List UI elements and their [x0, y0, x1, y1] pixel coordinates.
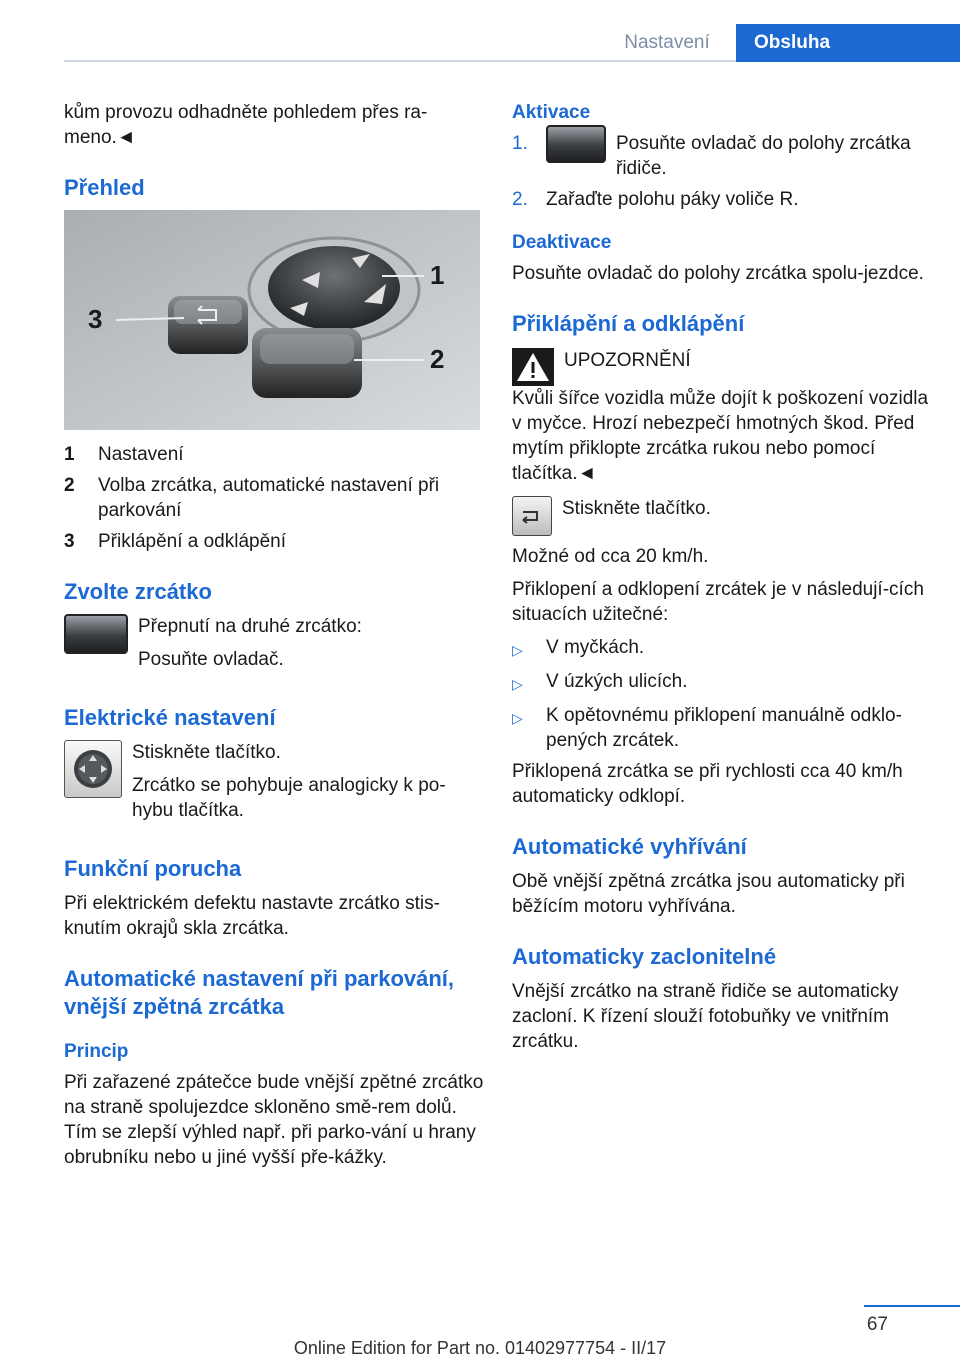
elektricke-text-2: Zrcátko se pohybuje analogicky k po-hybu tlačítka. [132, 775, 446, 821]
tab-obsluha[interactable]: Obsluha [736, 24, 960, 62]
page-number: 67 [866, 1314, 888, 1335]
warning-block [512, 348, 932, 386]
warning-triangle-icon [512, 348, 554, 386]
legend-list [64, 442, 484, 554]
legend-item: 3 Přiklápění a odklápění [64, 531, 287, 552]
list-item: ▷ V úzkých ulicích. [512, 669, 932, 697]
left-column [64, 100, 484, 1178]
bullet-triangle-icon: ▷ [512, 676, 523, 692]
situations-intro: Přiklopení a odklopení zrcátek je v následují-cích situacích užitečné: [512, 579, 924, 625]
bullet-triangle-icon: ▷ [512, 710, 523, 726]
list-item: ▷ K opětovnému přiklopení manuálně odklo-pených zrcátek. [512, 705, 902, 751]
mirror-control-photo [64, 210, 480, 430]
elektricke-row [64, 740, 484, 831]
heading-princip: Princip [64, 1041, 129, 1062]
zvolte-row [64, 614, 484, 680]
right-column [512, 100, 932, 1062]
bullet-triangle-icon: ▷ [512, 642, 523, 658]
fold-speed-text: Přiklopená zrcátka se při rychlosti cca 40 km/h automaticky odklopí. [512, 761, 903, 807]
heading-prehled: Přehled [64, 175, 145, 200]
heading-zaclon: Automaticky zaclonitelné [512, 944, 777, 969]
callout-2: 2 [430, 344, 445, 374]
elektricke-text-1: Stiskněte tlačítko. [132, 742, 281, 763]
warning-text: Kvůli šířce vozidla může dojít k poškození vozidla v myčce. Hrozí nebezpečí hmotných škod. Před mytím přiklopte zrcátka rukou nebo pomocí tlačítka.◄ [512, 388, 929, 484]
mirror-select-button-icon [64, 614, 128, 654]
heading-vyhrivani: Automatické vyhřívání [512, 834, 747, 859]
speed-text: Možné od cca 20 km/h. [512, 546, 709, 567]
porucha-text: Při elektrickém defektu nastavte zrcátko stis-knutím okrajů skla zrcátka. [64, 893, 440, 939]
footer-rule [864, 1305, 960, 1307]
aktivace-step: 2. Zařaďte polohu páky voliče R. [512, 189, 799, 210]
heading-auto-parking: Automatické nastavení při parkování, vnější zpětná zrcátka [64, 966, 455, 1019]
mirror-select-button-icon [546, 125, 606, 163]
zaclon-text: Vnější zrcátko na straně řidiče se automaticky zacloní. K řízení slouží fotobuňky ve vnitřním zrcátku. [512, 981, 899, 1052]
edition-text: Online Edition for Part no. 01402977754 - II/17 [293, 1338, 667, 1358]
press-text: Stiskněte tlačítko. [562, 498, 711, 519]
press-row [512, 496, 932, 536]
heading-zvolte: Zvolte zrcátko [64, 579, 212, 604]
warning-title: UPOZORNĚNÍ [564, 350, 691, 371]
mirror-fold-button-icon [512, 496, 552, 536]
heading-priklapeni: Přiklápění a odklápění [512, 311, 745, 336]
zvolte-text-1: Přepnutí na druhé zrcátko: [138, 616, 362, 637]
situations-list [512, 635, 932, 753]
legend-item: 2 Volba zrcátka, automatické nastavení při parkování [64, 475, 440, 521]
vyhrivani-text: Obě vnější zpětná zrcátka jsou automaticky při běžícím motoru vyhřívána. [512, 871, 905, 917]
direction-pad-icon [64, 740, 122, 798]
intro-text: kům provozu odhadněte pohledem přes ra-meno.◄ [64, 102, 428, 148]
list-item: ▷ V myčkách. [512, 635, 932, 663]
callout-1: 1 [430, 260, 445, 290]
aktivace-step: 1. Posuňte ovladač do polohy zrcátka řidiče. [512, 131, 932, 181]
tab-nastaveni[interactable]: Nastavení [624, 32, 710, 53]
princip-text: Při zařazené zpátečce bude vnější zpětné zrcátko na straně spolujezdce skloněno smě-rem dolů. Tím se zlepší výhled např. při parko-vání u hrany obrubníku nebo u jiné vyšší pře-kážky. [64, 1072, 484, 1168]
heading-deaktivace: Deaktivace [512, 232, 612, 253]
callout-3: 3 [88, 304, 103, 334]
heading-aktivace: Aktivace [512, 102, 591, 123]
heading-elektricke: Elektrické nastavení [64, 705, 276, 730]
heading-porucha: Funkční porucha [64, 856, 242, 881]
deaktivace-text: Posuňte ovladač do polohy zrcátka spolu-jezdce. [512, 263, 924, 284]
legend-item: 1 Nastavení [64, 444, 184, 465]
zvolte-text-2: Posuňte ovladač. [138, 649, 284, 670]
